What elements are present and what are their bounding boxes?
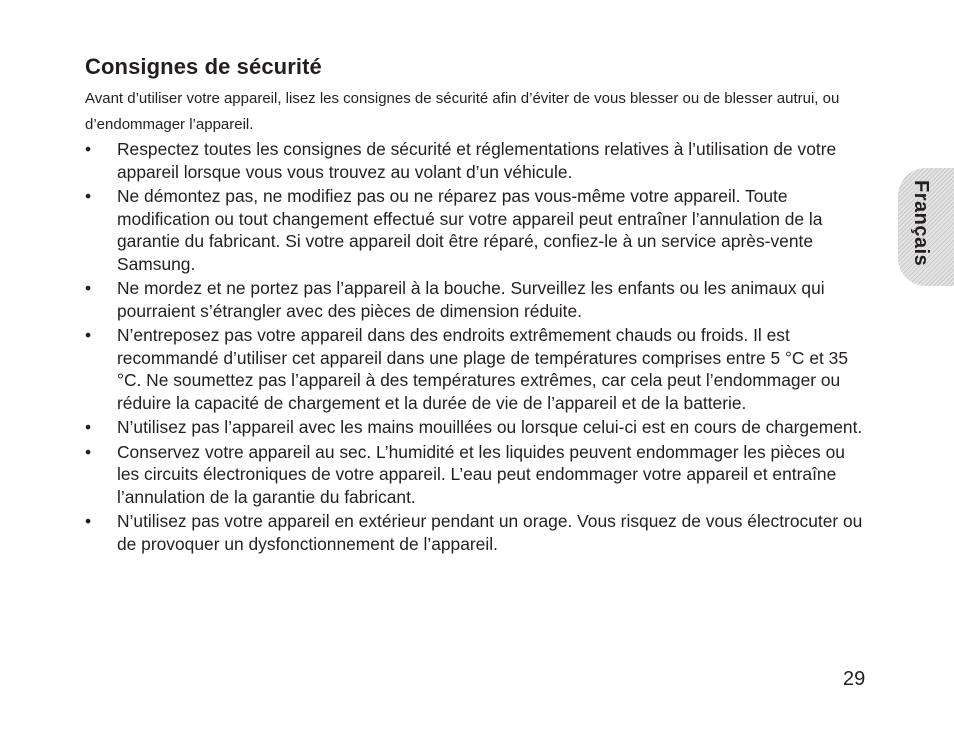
language-tab-label: Français	[910, 180, 932, 267]
bullet-icon: •	[85, 511, 92, 531]
list-item	[85, 416, 865, 439]
list-item	[85, 510, 865, 555]
list-item-text: Ne mordez et ne portez pas l’appareil à la bouche. Surveillez les enfants ou les animaux qui pourraient s’étrangler avec des pièces de dimension réduite.	[117, 278, 825, 321]
list-item	[85, 324, 865, 414]
section-heading: Consignes de sécurité	[85, 54, 322, 79]
list-item-text: N’utilisez pas votre appareil en extérieur pendant un orage. Vous risquez de vous électrocuter ou de provoquer un dysfonctionnement de l’appareil.	[117, 511, 863, 554]
bullet-icon: •	[85, 417, 92, 437]
bullet-icon: •	[85, 325, 92, 345]
list-item-text: N’utilisez pas l’appareil avec les mains mouillées ou lorsque celui-ci est en cours de chargement.	[117, 417, 863, 437]
list-item-text: Respectez toutes les consignes de sécurité et réglementations relatives à l’utilisation de votre appareil lorsque vous vous trouvez au volant d’un véhicule.	[117, 139, 837, 182]
list-item-text: Ne démontez pas, ne modifiez pas ou ne réparez pas vous-même votre appareil. Toute modification ou tout changement effectué sur votre appareil peut entraîner l’annulation de la garantie du fabricant. Si votre appareil doit être réparé, confiez-le à un service après-vente Samsung.	[117, 186, 823, 274]
list-item-text: Conservez votre appareil au sec. L’humidité et les liquides peuvent endommager les pièces ou les circuits électroniques de votre appareil. L’eau peut endommager votre appareil et entraîne l’annulation de la garantie du fabricant.	[117, 441, 845, 507]
bullet-icon: •	[85, 278, 92, 298]
list-item-text: N’entreposez pas votre appareil dans des endroits extrêmement chauds ou froids. Il est recommandé d’utiliser cet appareil dans une plage de températures comprises entre 5 °C et 35 °C. Ne soumettez pas l’appareil à des températures extrêmes, car cela peut l’endommager ou réduire la capacité de chargement et la durée de vie de l’appareil et de la batterie.	[117, 325, 848, 413]
list-item	[85, 138, 865, 183]
list-item	[85, 441, 865, 509]
intro-paragraph: Avant d’utiliser votre appareil, lisez les consignes de sécurité afin d’éviter de vous blesser ou de blesser autrui, ou d’endommager l’appareil.	[85, 90, 840, 133]
bullet-icon: •	[85, 186, 92, 206]
bullet-icon: •	[85, 441, 92, 462]
language-tab	[898, 168, 954, 286]
list-item	[85, 277, 865, 322]
page-number: 29	[843, 668, 866, 690]
bullet-icon: •	[85, 139, 92, 159]
list-item	[85, 185, 865, 275]
safety-list	[85, 138, 865, 557]
